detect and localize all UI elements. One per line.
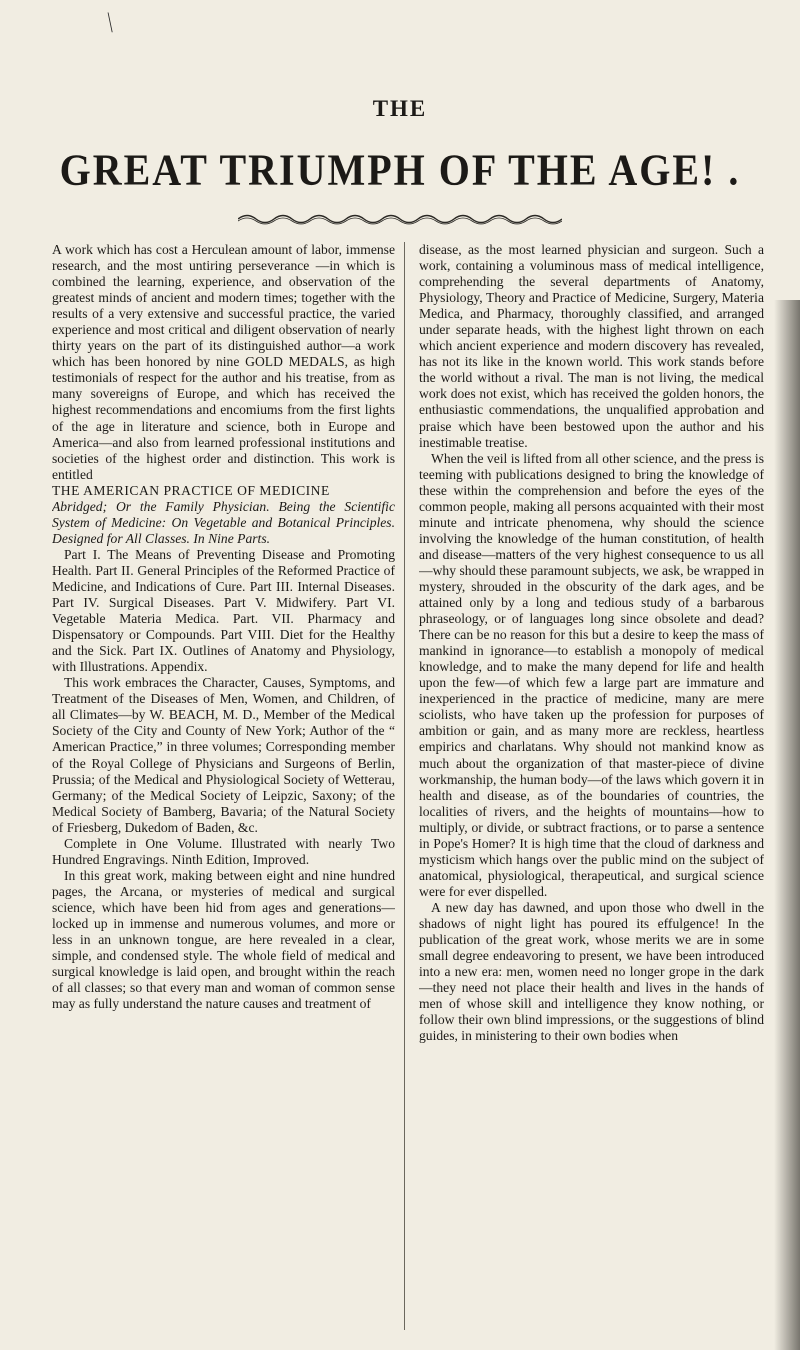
book-title: THE AMERICAN PRACTICE OF MEDICINE bbox=[52, 482, 330, 498]
column-divider bbox=[404, 242, 405, 1330]
veil-paragraph: When the veil is lifted from all other science, and the press is teeming with publications designed to bring the knowledge of these within the comprehension and before the eyes of the common people, making all persons acquainted with their most minute and intricate phenomena, why should the science involving the knowledge of the human constitution, of health and disease—matters of the very highest consequence to us all—why should these paramount subjects, we ask, be wrapped in mystery, shrouded in the obscurity of the dark ages, and be attained only by a long and tedious study of a barbarous phraseology, or of languages long since obsolete and dead? There can be no reason for this but a desire to keep the mass of mankind in ignorance—to establish a monopoly of medical knowledge, and to make the many depend for life and health upon the few—of which few a large part are immature and inexperienced in the practice of medicine, many are mere sciolists, who have taken up the profession for purposes of ambition or gain, and as many more are reckless, heartless empirics and charlatans. Why should not mankind know as much about the organization of that master-piece of divine workmanship, the human body—of the laws which govern it in health and disease, as of the boundaries of countries, the localities of rivers, and the heights of mountains—how to multiply, or divide, or subtract fractions, or to parse a sentence in Pope's Homer? It is high time that the cloud of darkness and mysticism which hangs over the public mind on the subject of anatomical, physiological, therapeutical, and surgical science were for ever dispelled. bbox=[419, 450, 764, 899]
right-column bbox=[419, 242, 764, 1332]
wavy-rule-ornament bbox=[238, 212, 562, 226]
corner-mark: \ bbox=[107, 6, 113, 39]
continuation-paragraph: disease, as the most learned physician and surgeon. Such a work, containing a voluminous mass of medical intelligence, comprehending the several departments of Anatomy, Physiology, Theory and Practice of Medicine, Surgery, Materia Medica, and Pharmacy, thoroughly classified, and arranged under separate heads, with the highest light thrown on each which ancient experience and modern discovery has revealed, has not its like in the known world. This work stands before the world without a rival. The man is not living, the medical work does not exist, which has received the golden honors, the enthusiastic commendations, the unqualified approbation and praise which have been bestowed upon the author and his inestimable treatise. bbox=[419, 242, 764, 450]
edition-note: Complete in One Volume. Illustrated with nearly Two Hundred Engravings. Ninth Edition, Improved. bbox=[52, 835, 395, 867]
intro-paragraph: A work which has cost a Herculean amount of labor, immense research, and the most untiring perseverance —in which is combined the learning, experience, and observation of the greatest minds of ancient and modern times; together with the results of a very extensive and successful practice, the varied experience and most critical and diligent observation of nearly thirty years on the part of its distinguished author—a work which has been honored by nine GOLD MEDALS, as high testimonials of respect for the author and his treatise, from as many sovereigns of Europe, and which has received the highest recommendations and encomiums from the first lights of the age in literature and science, both in Europe and America—and also from learned professional institutions and societies of the highest order and distinction. This work is entitled bbox=[52, 242, 395, 482]
parts-list: Part I. The Means of Preventing Disease and Promoting Health. Part II. General Principles of the Reformed Practice of Medicine, and Indications of Cure. Part III. Internal Diseases. Part IV. Surgical Diseases. Part V. Midwifery. Part VI. Vegetable Materia Medica. Part. VII. Pharmacy and Dispensatory or Compounds. Part VIII. Diet for the Healthy and the Sick. Part IX. Outlines of Anatomy and Physiology, with Illustrations. Appendix. bbox=[52, 546, 395, 675]
headline: GREAT TRIUMPH OF THE AGE! . bbox=[59, 144, 741, 195]
book-subtitle: Abridged; Or the Family Physician. Being the Scientific System of Medicine: On Vegetable and Botanical Principles. Designed for All Classes. In Nine Parts. bbox=[52, 498, 395, 546]
left-column bbox=[52, 242, 395, 1332]
great-work-paragraph: In this great work, making between eight and nine hundred pages, the Arcana, or mysteries of medical and surgical science, which have been hid from ages and generations—locked up in immense and numerous volumes, and more or less in an unknown tongue, are here revealed in a clear, simple, and condensed style. The whole field of medical and surgical knowledge is laid open, and brought within the reach of all classes; so that every man and woman of common sense may as fully understand the nature causes and treatment of bbox=[52, 867, 395, 1012]
contents-paragraph: This work embraces the Character, Causes, Symptoms, and Treatment of the Diseases of Men, Women, and Children, of all Climates—by W. BEACH, M. D., Member of the Medical Society of the City and County of New York; Author of the “ American Practice,” in three volumes; Corresponding member of the Royal College of Physicians and Surgeons of Berlin, Prussia; of the Medical and Physiological Society of Wetterau, Germany; of the Medical Society of Leipzic, Saxony; of the Medical Society of Bamberg, Bavaria; of the Natural Society of Friesberg, Dukedom of Baden, &c. bbox=[52, 675, 395, 835]
page-edge-shadow bbox=[774, 300, 800, 1350]
overline-the: THE bbox=[372, 96, 428, 121]
new-day-paragraph: A new day has dawned, and upon those who dwell in the shadows of night light has poured its effulgence! In the publication of the great work, whose merits we are in some small degree endeavoring to present, we have been introduced into a new era: men, women need no longer grope in the dark—they need not place their health and lives in the hands of men of whose skill and intelligence they know nothing, or follow their own blind impressions, or the suggestions of blind guides, in ministering to their own bodies when bbox=[419, 899, 764, 1044]
